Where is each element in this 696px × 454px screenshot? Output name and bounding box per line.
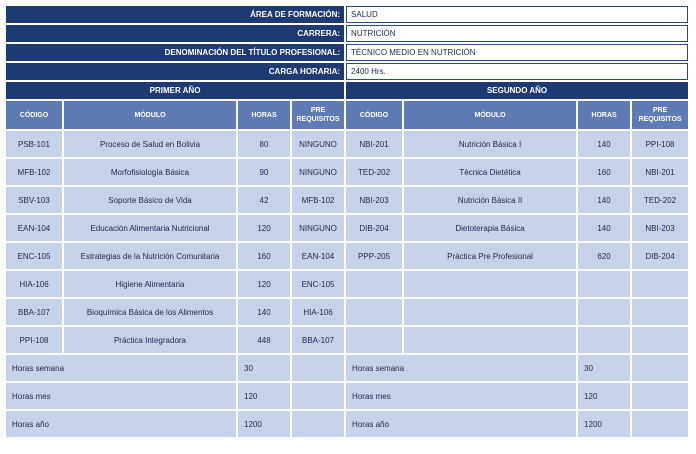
cell-codigo: TED-202 xyxy=(346,159,402,185)
column-header-modulo: MÓDULO xyxy=(64,101,236,129)
cell-prereq: EAN-104 xyxy=(292,243,344,269)
cell-codigo: EAN-104 xyxy=(6,215,62,241)
totals-label: Horas semana xyxy=(346,355,576,381)
column-header-codigo: CÓDIGO xyxy=(6,101,62,129)
cell-modulo: Estrategias de la Nutrición Comunitaria xyxy=(64,243,236,269)
totals-label: Horas semana xyxy=(6,355,236,381)
cell-codigo: ENC-105 xyxy=(6,243,62,269)
curriculum-table-wrapper xyxy=(4,4,690,439)
totals-value: 1200 xyxy=(578,411,630,437)
cell-prereq: NINGUNO xyxy=(292,159,344,185)
cell-horas: 80 xyxy=(238,131,290,157)
table-row xyxy=(6,327,688,353)
info-row-titulo xyxy=(6,44,688,61)
info-label-carrera: CARRERA: xyxy=(6,25,344,42)
cell-prereq: NBI-203 xyxy=(632,215,688,241)
table-row xyxy=(6,271,688,297)
info-row-carga xyxy=(6,63,688,80)
cell-codigo: SBV-103 xyxy=(6,187,62,213)
cell-prereq: PPI-108 xyxy=(632,131,688,157)
table-row xyxy=(6,299,688,325)
cell-modulo xyxy=(404,299,576,325)
year-header-row xyxy=(6,82,688,99)
totals-empty-cell xyxy=(292,411,344,437)
table-row xyxy=(6,131,688,157)
cell-codigo: MFB-102 xyxy=(6,159,62,185)
info-value-carga: 2400 Hrs. xyxy=(346,63,688,80)
cell-horas: 160 xyxy=(578,159,630,185)
info-row-carrera xyxy=(6,25,688,42)
cell-horas: 140 xyxy=(578,187,630,213)
cell-horas: 160 xyxy=(238,243,290,269)
cell-modulo: Morfofisiología Básica xyxy=(64,159,236,185)
cell-horas: 448 xyxy=(238,327,290,353)
cell-codigo: DIB-204 xyxy=(346,215,402,241)
cell-prereq xyxy=(632,299,688,325)
cell-horas: 620 xyxy=(578,243,630,269)
totals-label: Horas mes xyxy=(6,383,236,409)
cell-prereq: DIB-204 xyxy=(632,243,688,269)
column-header-codigo: CÓDIGO xyxy=(346,101,402,129)
cell-horas: 42 xyxy=(238,187,290,213)
cell-codigo: HIA-106 xyxy=(6,271,62,297)
info-value-titulo: TÉCNICO MEDIO EN NUTRICIÓN xyxy=(346,44,688,61)
cell-codigo: PSB-101 xyxy=(6,131,62,157)
column-header-modulo: MÓDULO xyxy=(404,101,576,129)
curriculum-table xyxy=(4,4,690,439)
cell-codigo xyxy=(346,271,402,297)
cell-prereq xyxy=(632,327,688,353)
cell-modulo: Soporte Básico de Vida xyxy=(64,187,236,213)
cell-horas: 140 xyxy=(578,215,630,241)
cell-prereq: ENC-105 xyxy=(292,271,344,297)
totals-value: 120 xyxy=(578,383,630,409)
cell-prereq: NINGUNO xyxy=(292,131,344,157)
column-header-horas: HORAS xyxy=(578,101,630,129)
cell-horas xyxy=(578,327,630,353)
totals-value: 30 xyxy=(238,355,290,381)
info-label-area: ÁREA DE FORMACIÓN: xyxy=(6,6,344,23)
cell-prereq xyxy=(632,271,688,297)
totals-row xyxy=(6,411,688,437)
cell-modulo xyxy=(404,327,576,353)
first-year-header: PRIMER AÑO xyxy=(6,82,344,99)
totals-empty-cell xyxy=(632,383,688,409)
cell-modulo: Práctica Integradora xyxy=(64,327,236,353)
cell-prereq: MFB-102 xyxy=(292,187,344,213)
cell-horas: 120 xyxy=(238,271,290,297)
cell-prereq: HIA-106 xyxy=(292,299,344,325)
cell-modulo: Educación Alimentaria Nutricional xyxy=(64,215,236,241)
totals-row xyxy=(6,383,688,409)
cell-horas: 140 xyxy=(578,131,630,157)
table-row xyxy=(6,243,688,269)
column-header-prereq: PRE REQUISITOS xyxy=(292,101,344,129)
totals-empty-cell xyxy=(292,355,344,381)
info-label-carga: CARGA HORARIA: xyxy=(6,63,344,80)
cell-prereq: NINGUNO xyxy=(292,215,344,241)
cell-prereq: NBI-201 xyxy=(632,159,688,185)
table-row xyxy=(6,159,688,185)
column-header-horas: HORAS xyxy=(238,101,290,129)
totals-empty-cell xyxy=(632,411,688,437)
table-row xyxy=(6,187,688,213)
cell-codigo xyxy=(346,299,402,325)
cell-modulo: Bioquímica Básica de los Alimentos xyxy=(64,299,236,325)
totals-value: 30 xyxy=(578,355,630,381)
cell-horas: 140 xyxy=(238,299,290,325)
cell-horas xyxy=(578,299,630,325)
info-row-area xyxy=(6,6,688,23)
cell-modulo: Nutrición Básica I xyxy=(404,131,576,157)
totals-value: 1200 xyxy=(238,411,290,437)
totals-label: Horas año xyxy=(6,411,236,437)
second-year-header: SEGUNDO AÑO xyxy=(346,82,688,99)
cell-codigo: PPI-108 xyxy=(6,327,62,353)
totals-row xyxy=(6,355,688,381)
cell-modulo: Nutrición Básica II xyxy=(404,187,576,213)
info-value-area: SALUD xyxy=(346,6,688,23)
totals-empty-cell xyxy=(292,383,344,409)
cell-horas: 90 xyxy=(238,159,290,185)
cell-prereq: BBA-107 xyxy=(292,327,344,353)
cell-horas: 120 xyxy=(238,215,290,241)
cell-codigo xyxy=(346,327,402,353)
cell-codigo: NBI-203 xyxy=(346,187,402,213)
cell-modulo: Higiene Alimentaria xyxy=(64,271,236,297)
info-label-titulo: DENOMINACIÓN DEL TÍTULO PROFESIONAL: xyxy=(6,44,344,61)
cell-codigo: PPP-205 xyxy=(346,243,402,269)
column-header-prereq: PRE REQUISITOS xyxy=(632,101,688,129)
cell-modulo: Práctica Pre Profesional xyxy=(404,243,576,269)
totals-empty-cell xyxy=(632,355,688,381)
cell-modulo: Proceso de Salud en Bolivia xyxy=(64,131,236,157)
info-value-carrera: NUTRICIÓN xyxy=(346,25,688,42)
cell-codigo: NBI-201 xyxy=(346,131,402,157)
cell-modulo: Técnica Dietética xyxy=(404,159,576,185)
cell-modulo: Dietoterapia Básica xyxy=(404,215,576,241)
cell-modulo xyxy=(404,271,576,297)
column-header-row xyxy=(6,101,688,129)
totals-label: Horas año xyxy=(346,411,576,437)
cell-prereq: TED-202 xyxy=(632,187,688,213)
totals-value: 120 xyxy=(238,383,290,409)
totals-label: Horas mes xyxy=(346,383,576,409)
table-row xyxy=(6,215,688,241)
cell-horas xyxy=(578,271,630,297)
cell-codigo: BBA-107 xyxy=(6,299,62,325)
